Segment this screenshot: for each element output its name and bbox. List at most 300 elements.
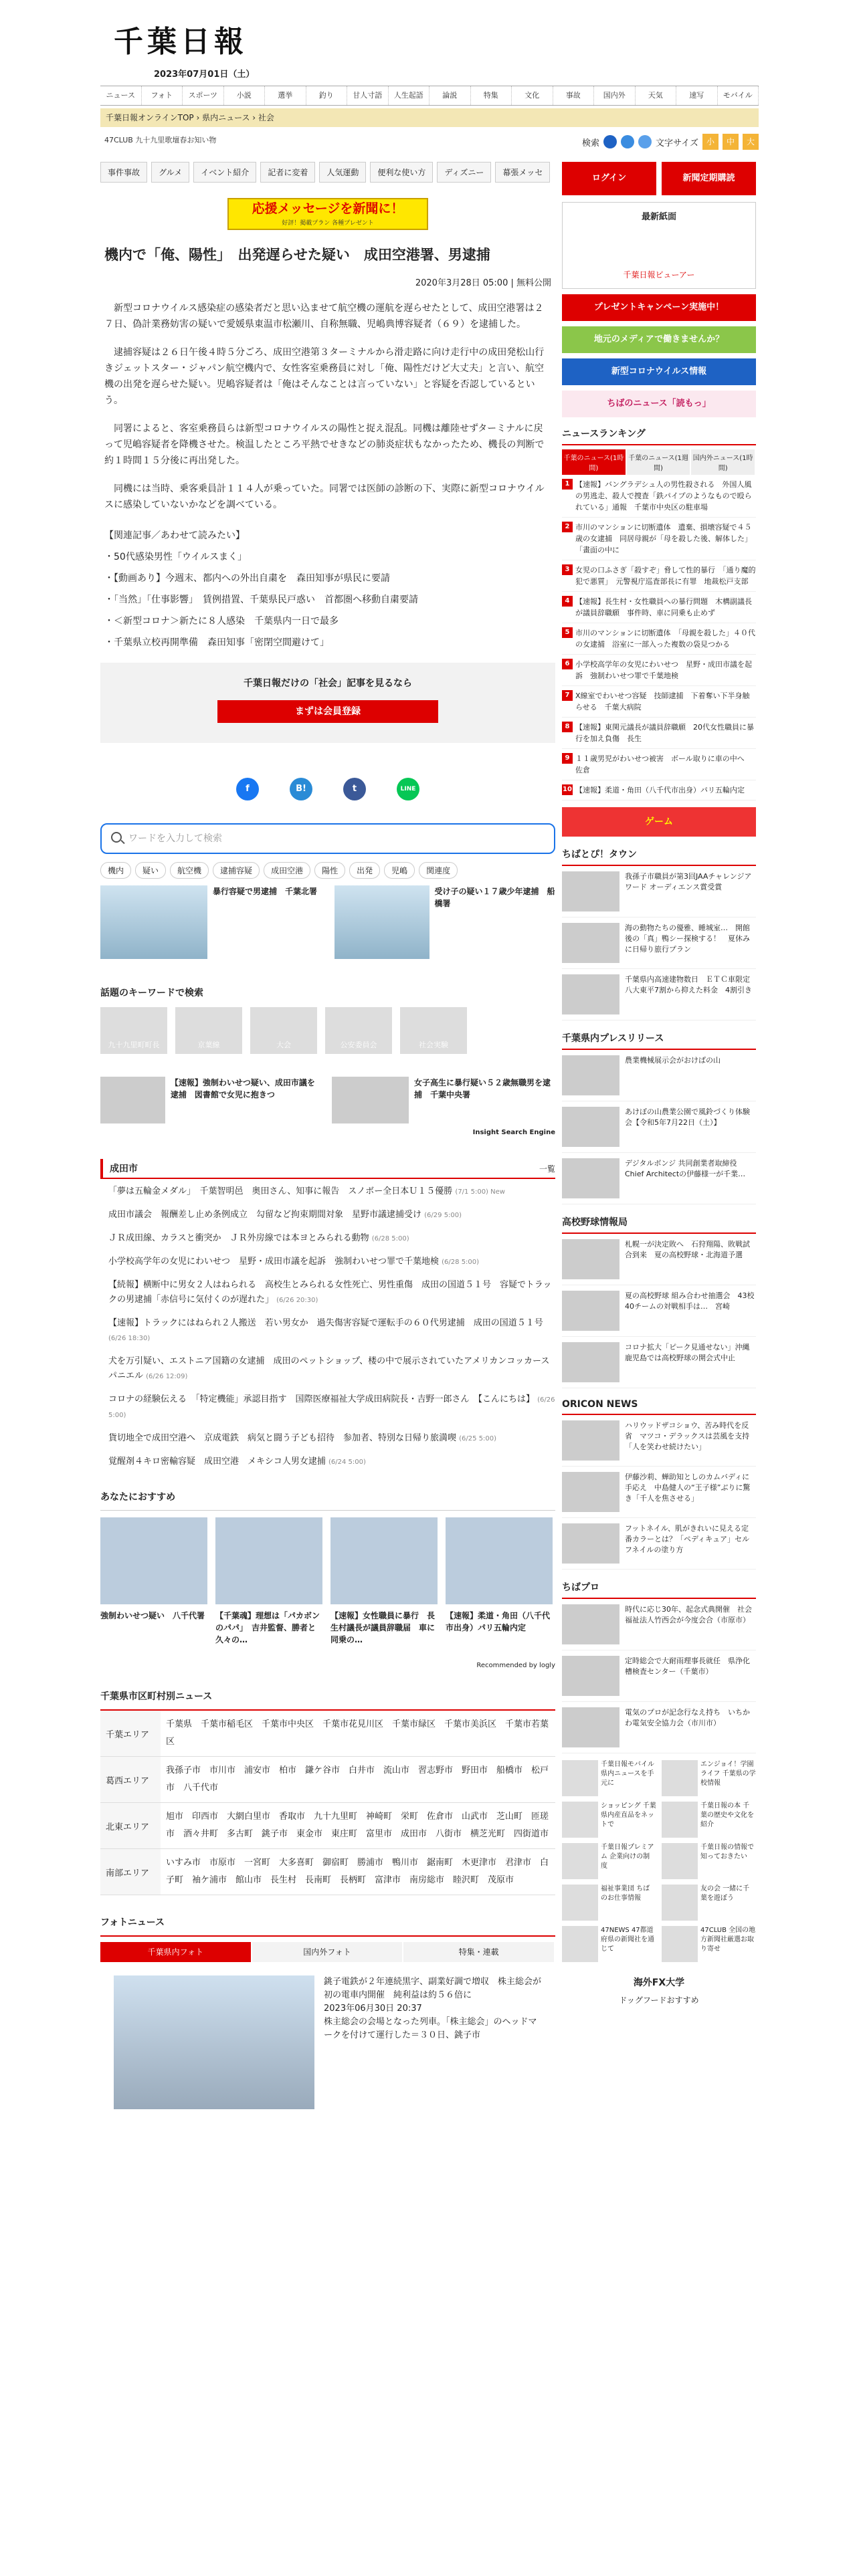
message-banner[interactable] — [227, 198, 428, 230]
global-nav — [100, 86, 759, 106]
news-date: (6/28 5:00) — [442, 1259, 480, 1266]
chibatown-list — [562, 866, 756, 1021]
news-date: (6/29 5:00) — [424, 1212, 462, 1219]
press-item[interactable] — [562, 1153, 756, 1204]
service-grid — [562, 1760, 756, 1962]
service-item[interactable] — [662, 1760, 756, 1796]
result-card[interactable] — [335, 885, 555, 959]
search-chip[interactable]: 出発 — [349, 862, 380, 879]
oricon-item[interactable] — [562, 1467, 756, 1518]
search-chip[interactable]: 逮捕容疑 — [213, 862, 260, 879]
banner-sub: 好評！掲載プラン 各種プレゼント — [282, 220, 374, 227]
service-item[interactable] — [562, 1885, 656, 1921]
news-card[interactable] — [332, 1077, 553, 1123]
reco-card[interactable] — [100, 1517, 207, 1646]
article-body — [100, 300, 555, 513]
rank-number: 2 — [562, 522, 573, 532]
service-item[interactable] — [562, 1843, 656, 1879]
news-title: 【速報】強制わいせつ疑い、成田市議を逮捕 図書館で女児に抱きつ — [170, 1078, 315, 1099]
related-link[interactable]: ・千葉県立校再開準備 森田知事「密閉空間避けて」 — [104, 637, 329, 648]
news-title: ＪＲ成田線、カラスと衝突か ＪＲ外房線では本ヨとみられる動物 — [108, 1233, 369, 1243]
photo-feature[interactable] — [100, 1975, 555, 2109]
nav-item[interactable]: 釣り — [306, 86, 348, 105]
search-chip[interactable]: 陽性 — [314, 862, 345, 879]
rank-number: 7 — [562, 690, 573, 701]
chibatown-title: ちばとぴ！タウン — [562, 847, 756, 866]
hs-image — [562, 1239, 619, 1279]
fontsize-medium-button[interactable]: 中 — [723, 134, 739, 150]
result-title: 暴行容疑で男逮捕 千葉北署 — [213, 887, 318, 896]
header-tools — [582, 131, 759, 152]
service-item[interactable] — [562, 1926, 656, 1962]
news-title: 【速報】トラックにはねられ２人搬送 若い男女か 過失傷害容疑で運転手の６０代男逮捕 成田の国道５１号 — [108, 1318, 543, 1328]
nav-item[interactable]: スポーツ — [183, 86, 224, 105]
ranking-item[interactable] — [562, 592, 756, 623]
result-image — [100, 885, 207, 959]
news-date: (6/24 5:00) — [328, 1459, 366, 1466]
nav-item[interactable]: 天気 — [636, 86, 677, 105]
tab-feature[interactable]: 特集・連載 — [403, 1942, 554, 1962]
news-date: (6/25 5:00) — [459, 1435, 497, 1442]
narita-title: 成田市 — [110, 1164, 138, 1174]
news-title: 小学校高学年の女児にわいせつ 星野・成田市議を起訴 強制わいせつ罪で千葉地検 — [108, 1257, 440, 1267]
nav-item[interactable]: 国内外 — [594, 86, 636, 105]
service-item[interactable] — [662, 1885, 756, 1921]
share-circle-icon[interactable] — [621, 135, 634, 148]
viewer-top: 最新紙面 — [641, 212, 676, 222]
region-label: 北東エリア — [100, 1803, 161, 1848]
chibatown-image — [562, 923, 619, 963]
narita-news-item[interactable] — [108, 1431, 555, 1446]
chibapro-image — [562, 1604, 619, 1644]
ranking-list — [562, 475, 756, 800]
narita-news-item[interactable] — [108, 1455, 555, 1470]
topic-tag[interactable]: ディズニー — [437, 162, 491, 183]
keyword-item[interactable] — [100, 1007, 167, 1054]
share-buttons — [100, 778, 555, 800]
ranking-text: 【速報】柔道・角田（八千代市出身）パリ五輪内定 — [575, 786, 745, 794]
subscribe-button[interactable]: 新聞定期購読 — [662, 162, 756, 195]
narita-news-item[interactable] — [108, 1316, 555, 1346]
news-date: (6/26 20:30) — [276, 1297, 318, 1304]
reco-title: あなたにおすすめ — [100, 1483, 555, 1511]
narita-news-item[interactable] — [108, 1354, 555, 1384]
region-row — [100, 1757, 555, 1803]
news-title: 成田市議会 報酬差し止め条例成立 勾留など拘束期間対象 星野市議逮捕受け — [108, 1210, 422, 1220]
tab-world-photo[interactable]: 国内外フォト — [252, 1942, 403, 1962]
reco-image — [100, 1517, 207, 1604]
chibatown-text: 海の動物たちの優雅、睡城室… 開館後の「真」鴨シー探検する！ 夏休みに日帰り旅行プラン — [625, 924, 750, 954]
reco-image — [446, 1517, 553, 1604]
line-icon[interactable]: LINE — [397, 778, 419, 800]
service-text: 友の会 一緒に千葉を遊ぼう — [700, 1885, 750, 1902]
chibapro-text: 電気のプロが記念行なえ持ち いちかわ電気安全協力会（市川市） — [625, 1708, 750, 1727]
result-title: 受け子の疑い１７歳少年逮捕 船橋署 — [434, 887, 555, 908]
narita-news-item[interactable] — [108, 1231, 555, 1247]
ranking-item[interactable] — [562, 780, 756, 800]
ranking-text: 【速報】東関元議長が議員辞職願 20代女性職員に暴行を加え負傷 長生 — [575, 723, 754, 743]
nav-item[interactable]: 論説 — [430, 86, 471, 105]
facebook-icon[interactable]: f — [236, 778, 259, 800]
topic-tag[interactable]: イベント紹介 — [193, 162, 256, 183]
region-label: 千葉エリア — [100, 1711, 161, 1756]
news-title: 【続報】横断中に男女２人はねられる 高校生とみられる女性死亡、男性重傷 成田の国道５１号 容疑でトラックの男逮捕「赤信号に気付くのが遅れた」 — [108, 1280, 552, 1305]
chibatown-item[interactable] — [562, 866, 756, 918]
region-table — [100, 1711, 555, 1895]
share-circle-icon[interactable] — [603, 135, 617, 148]
ranking-text: 市川のマンションに切断遺体 遺棄、損壊容疑で４５歳の女逮捕 同居母親が「母を殺した後、解体した」「畫面の中に — [575, 523, 752, 554]
news-title: 女子高生に暴行疑い５２歳無職男を逮捕 千葉中央署 — [414, 1078, 551, 1099]
paper-viewer[interactable] — [562, 202, 756, 289]
press-item[interactable] — [562, 1050, 756, 1101]
service-image — [662, 1885, 698, 1921]
hs-text: コロナ拡大「ピーク見通せない」沖縄 鹿児島では高校野球の開会式中止 — [625, 1343, 757, 1362]
nav-item[interactable]: フォト — [142, 86, 183, 105]
search-chip[interactable]: 児嶋 — [384, 862, 415, 879]
topic-tag[interactable]: 便利な使い方 — [370, 162, 433, 183]
service-item[interactable] — [662, 1802, 756, 1838]
press-item[interactable] — [562, 1101, 756, 1153]
press-text: あけぼの山農業公園で風鈴づくり体験会【令和5年7月22日（土）】 — [625, 1107, 750, 1127]
related-link[interactable]: ・＜新型コロナ＞新たに８人感染 千葉県内一日で最多 — [104, 616, 339, 627]
rank-number: 8 — [562, 722, 573, 732]
rank-number: 6 — [562, 659, 573, 669]
service-image — [562, 1802, 598, 1838]
topic-tag[interactable]: 記者に変着 — [260, 162, 315, 183]
news-date: (6/28 5:00) — [371, 1235, 409, 1243]
chibatown-item[interactable] — [562, 969, 756, 1021]
oricon-text: 伊藤沙莉、蝉助知としのカムバディに手応え 中島健人の“王子様”ぶりに驚き「千人を焦させる」 — [625, 1473, 751, 1503]
fontsize-label: 文字サイズ — [656, 138, 698, 148]
oricon-text: ハリウッドザコショウ、苦み時代を反省 マツコ・デラックスは芸風を支持「人を笑わせ続けたい」 — [625, 1421, 750, 1451]
ranking-text: 小学校高学年の女児にわいせつ 星野・成田市議を起訴 強制わいせつ罪で千葉地検 — [575, 660, 752, 680]
reco-title: 【速報】柔道・角田（八千代市出身）パリ五輪内定 — [446, 1611, 551, 1632]
chibatown-text: 千葉県内高速建物数日 ＥＴＣ車限定八大東平7割から抑えた料金 4割引き — [625, 975, 752, 994]
narita-news-item[interactable] — [108, 1184, 555, 1200]
narita-news-item[interactable] — [108, 1208, 555, 1223]
service-text: エンジョイ！学園ライフ 千葉県の学校情報 — [700, 1761, 756, 1787]
share-circle-icon[interactable] — [638, 135, 652, 148]
service-image — [662, 1843, 698, 1879]
ranking-tabs — [562, 449, 756, 475]
news-title: コロナの経験伝える 「特定機能」承認目指す 国際医療福祉大学成田病院長・吉野一郎さん 【こんにちは】 — [108, 1394, 535, 1404]
press-text: 農業機械展示会がおけばの山 — [625, 1056, 721, 1065]
login-button[interactable]: ログイン — [562, 162, 656, 195]
article-paragraph: 逮捕容疑は２６日午後４時５分ごろ、成田空港第３ターミナルから滑走路に向け走行中の成田発松山行きジェットスター・ジャパン航空機内で、女性客室乗務員に対し「俺、陽性だけど大丈夫」と言い、航空機の出発を遅らせた疑い。児嶋容疑者は「俺はそんなことは言っていない」と容疑を否認しているという。 — [104, 347, 545, 406]
nav-item[interactable]: 選挙 — [265, 86, 306, 105]
member-box — [100, 663, 555, 743]
topic-tags — [100, 162, 555, 183]
photo-tabs — [100, 1942, 555, 1962]
ad-title: 海外FX大学 — [633, 1977, 685, 1988]
news-title: 犬を万引疑い、エストニア国籍の女逮捕 成田のペットショップ、楼の中で展示されていたアメリカンコッカースパニエル — [108, 1356, 550, 1381]
search-chip[interactable]: 疑い — [135, 862, 166, 879]
topic-tag[interactable]: グルメ — [151, 162, 189, 183]
press-image — [562, 1158, 619, 1198]
service-text: ショッピング 千葉県内産直品をネットで — [601, 1802, 656, 1828]
chibapro-text: 定時総会で大耐雨理事長就任 県浄化槽検査センター（千葉市） — [625, 1656, 750, 1676]
search-chip[interactable]: 航空機 — [170, 862, 209, 879]
register-button[interactable]: まずは会員登録 — [217, 700, 438, 723]
tab-rank-1w[interactable]: 千葉のニュース(1週間) — [627, 449, 690, 475]
member-text: 千葉日報だけの「社会」記事を見るなら — [244, 678, 412, 689]
news-date: (6/26 18:30) — [108, 1335, 151, 1342]
notice-link[interactable]: 47CLUB 九十九里歌壇春お知い物 — [104, 136, 217, 144]
related-link: 【関連記事／あわせて読みたい】 — [104, 530, 245, 541]
nav-item[interactable]: 文化 — [512, 86, 553, 105]
chibapro-item[interactable] — [562, 1599, 756, 1650]
service-image — [562, 1760, 598, 1796]
region-row — [100, 1849, 555, 1895]
breadcrumb[interactable]: 千葉日報オンラインTOP › 県内ニュース › 社会 — [100, 108, 759, 127]
rank-number: 10 — [562, 784, 573, 795]
oricon-image — [562, 1420, 619, 1461]
result-card[interactable] — [100, 885, 321, 959]
hs-image — [562, 1291, 619, 1331]
news-image — [100, 1077, 165, 1123]
oricon-list — [562, 1415, 756, 1570]
present-banner[interactable]: プレゼントキャンペーン実施中！ — [562, 294, 756, 321]
ranking-item[interactable] — [562, 686, 756, 718]
hs-image — [562, 1342, 619, 1382]
current-date: 2023年07月01日（土） — [154, 70, 255, 80]
service-text: 千葉日報の情報で 知っておきたい — [700, 1844, 754, 1860]
photo-image — [114, 1975, 314, 2109]
search-chip[interactable]: 成田空港 — [264, 862, 310, 879]
topic-tag[interactable]: 人気運動 — [319, 162, 366, 183]
job-banner[interactable]: 地元のメディアで働きませんか？ — [562, 326, 756, 353]
chibatown-text: 我孫子市職員が第3回JAAチャレンジアワード オーディエンス賞受賞 — [625, 872, 752, 891]
service-item[interactable] — [662, 1843, 756, 1879]
reco-image — [215, 1517, 322, 1604]
press-title: 千葉県内プレスリリース — [562, 1031, 756, 1050]
rank-number: 3 — [562, 564, 573, 575]
yomo-banner[interactable]: ちばのニュース「読もっ」 — [562, 391, 756, 417]
ranking-text: １１歳男児がわいせつ被害 ボール取りに車の中へ 佐倉 — [575, 754, 752, 774]
region-title: 千葉県市区町村別ニュース — [100, 1683, 555, 1711]
ranking-title: ニュースランキング — [562, 427, 756, 445]
fontsize-small-button[interactable]: 小 — [702, 134, 719, 150]
news-title: 貨切地全で成田空港へ 京成電鉄 病気と闘う子ども招待 参加者、特別な日帰り旅満喫 — [108, 1433, 457, 1443]
region-row — [100, 1711, 555, 1757]
keyword-label: 大会 — [276, 1041, 291, 1049]
nav-item[interactable]: 速写 — [676, 86, 718, 105]
rank-number: 5 — [562, 627, 573, 638]
viewer-bottom: 千葉日報ビューアー — [623, 270, 695, 280]
news-date: (6/26 5:00) — [108, 1396, 555, 1419]
chibapro-image — [562, 1707, 619, 1747]
oricon-item[interactable] — [562, 1415, 756, 1467]
topic-tag[interactable]: 幕張メッセ — [495, 162, 550, 183]
hs-item[interactable] — [562, 1285, 756, 1337]
nav-item[interactable]: 甘人寸語 — [347, 86, 389, 105]
keyword-title: 話題のキーワードで検索 — [100, 988, 203, 998]
reco-title: 【速報】女性職員に暴行 長生村議長が議員辞職届 車に同乗の… — [330, 1611, 436, 1644]
ranking-text: 女児の口ふさぎ「殺すぞ」脅して性的暴行 「通り魔的犯で悪質」 元警視庁巡査部長に有罪 地裁松戸支部 — [575, 566, 756, 586]
reco-title: 【千葉魂】理想は「パカボンのパパ」 吉井監督、勝者と久々の… — [215, 1611, 320, 1644]
oricon-image — [562, 1523, 619, 1564]
ranking-item[interactable] — [562, 655, 756, 686]
news-date: (7/1 5:00) New — [455, 1188, 505, 1196]
ranking-item[interactable] — [562, 475, 756, 518]
service-image — [662, 1926, 698, 1962]
article-paragraph: 同機には当時、乗客乗員計１１４人が乗っていた。同署では医師の診断の下、実際に新型コロナウイルスに感染していないかなどを調べている。 — [104, 484, 545, 510]
service-image — [562, 1926, 598, 1962]
region-towns[interactable]: 我孫子市 市川市 浦安市 柏市 鎌ケ谷市 白井市 流山市 習志野市 野田市 船橋市 松戸市 八千代市 — [166, 1765, 549, 1793]
ranking-text: 【速報】長生村・女性職員への暴行問題 木構副議長が議員辞職願 事件時、車に同乗も止めず — [575, 597, 752, 617]
search-label[interactable]: 検索 — [582, 138, 600, 148]
chibapro-title: ちばプロ — [562, 1580, 756, 1599]
hs-title: 高校野球情報局 — [562, 1215, 756, 1234]
article-paragraph: 同署によると、客室乗務員らは新型コロナウイルスの陽性と捉え混乱。同機は離陸せずターミナルに戻って児嶋容疑者を降機させた。検温したところ平熱でせきなどの肺炎症状もなかったため、機長の判断で約１時間１５分後に再出発した。 — [104, 423, 545, 466]
chibatown-image — [562, 871, 619, 911]
keyword-item[interactable] — [175, 1007, 242, 1054]
keyword-list — [100, 1007, 555, 1054]
news-image — [332, 1077, 409, 1123]
reco-list — [100, 1517, 555, 1646]
keyword-label: 京葉線 — [197, 1041, 220, 1049]
main-column — [100, 194, 555, 2109]
nav-item[interactable]: ニュース — [100, 86, 142, 105]
chibapro-image — [562, 1656, 619, 1696]
chibapro-item[interactable] — [562, 1650, 756, 1702]
keyword-label: 公安委員会 — [340, 1041, 377, 1049]
ad-block[interactable] — [562, 1975, 756, 2006]
news-title: 「夢は五輪金メダル」 千葉智明邑 奥田さん、知事に報告 スノボー全日本Ｕ１５優勝 — [108, 1186, 453, 1196]
ranking-text: 【速報】バングラデシュ人の男性殺される 外国人風の男逃走、殺人で捜査「鉄パイプのようなもので殴られている」通報 千葉市中央区の駐車場 — [575, 480, 752, 512]
region-towns[interactable]: いすみ市 市原市 一宮町 大多喜町 御宿町 勝浦市 鴨川市 鋸南町 木更津市 君津市 白子町 袖ケ浦市 館山市 長生村 長南町 長柄町 富津市 南房総市 睦沢町 茂原市 — [166, 1858, 549, 1885]
service-image — [662, 1802, 698, 1838]
ranking-item[interactable] — [562, 518, 756, 560]
ranking-text: 市川のマンションに切断遺体 「母親を殺した」４０代の女逮捕 浴室に一部入った複数の袋見つかる — [575, 629, 756, 649]
ranking-item[interactable] — [562, 749, 756, 780]
narita-news-item[interactable] — [108, 1392, 555, 1423]
keyword-item[interactable] — [250, 1007, 317, 1054]
region-label: 南部エリア — [100, 1849, 161, 1895]
rank-number: 4 — [562, 596, 573, 607]
region-row — [100, 1803, 555, 1849]
chibapro-list — [562, 1599, 756, 1753]
oricon-text: フットネイル、肌がきれいに見える定番カラーとは？「ペディキュア」セルフネイルの塗り方 — [625, 1524, 750, 1554]
keyword-item[interactable] — [325, 1007, 392, 1054]
nav-item[interactable]: モバイル — [718, 86, 759, 105]
related-link[interactable]: ・50代感染男性「ウイルスまく」 — [104, 552, 247, 562]
topic-tag[interactable]: 事件事故 — [100, 162, 147, 183]
tab-local-photo[interactable]: 千葉県内フォト — [100, 1942, 251, 1962]
chibapro-item[interactable] — [562, 1702, 756, 1753]
sidebar — [562, 162, 756, 2006]
nav-item[interactable]: 人生起語 — [389, 86, 430, 105]
ranking-text: X線室でわいせつ容疑 技師逮捕 下着奪い下半身触らせる 千葉大病院 — [575, 691, 750, 712]
hs-text: 夏の高校野球 組み合わせ抽選会 43校40チームの対戦相手は… 宮崎 — [625, 1291, 755, 1311]
keyword-label: 社会実験 — [419, 1041, 448, 1049]
narita-more-link[interactable]: 一覧 — [539, 1164, 555, 1174]
banner-title: 応援メッセージを新聞に！ — [252, 201, 404, 216]
narita-news-list — [100, 1179, 555, 1470]
photo-title: フォトニュース — [100, 1909, 555, 1937]
nav-item[interactable]: 特集 — [471, 86, 512, 105]
related-links — [100, 525, 555, 653]
photo-caption: 銚子電鉄が２年連続黒字、副業好調で増収 株主総会が初の電車内開催 純利益は約５６倍に — [324, 1977, 542, 2000]
game-banner[interactable]: ゲーム — [562, 807, 756, 837]
oricon-item[interactable] — [562, 1518, 756, 1570]
chibatown-image — [562, 974, 619, 1014]
search-chips — [100, 862, 555, 879]
hs-item[interactable] — [562, 1337, 756, 1388]
chibapro-text: 時代に応じ30年、起念式典開催 社会福祉法人竹西会が今度会合（市原市） — [625, 1605, 752, 1624]
related-link[interactable]: ・「当然」「仕事影響」 賃例措置、千葉県民戸惑い 首都圏へ移動自粛要請 — [104, 595, 418, 605]
search-placeholder: ワードを入力して検索 — [128, 833, 222, 844]
search-chip[interactable]: 関連度 — [419, 862, 458, 879]
ranking-item[interactable] — [562, 718, 756, 749]
keyword-item[interactable] — [400, 1007, 467, 1054]
keyword-search-input[interactable] — [100, 823, 555, 854]
service-image — [562, 1843, 598, 1879]
search-chip[interactable]: 機内 — [100, 862, 131, 879]
hs-item[interactable] — [562, 1234, 756, 1285]
service-item[interactable] — [562, 1802, 656, 1838]
news-card[interactable] — [100, 1077, 321, 1123]
article-meta: 2020年3月28日 05:00 | 無料公開 — [415, 278, 551, 288]
reco-image — [330, 1517, 438, 1604]
twitter-icon[interactable]: t — [343, 778, 366, 800]
article-title: 機内で「俺、陽性」 出発遅らせた疑い 成田空港署、男逮捕 — [104, 247, 490, 263]
nav-item[interactable]: 小説 — [224, 86, 266, 105]
news-title: 覚醒剤４キロ密輸容疑 成田空港 メキシコ人男女逮捕 — [108, 1457, 326, 1467]
reco-card[interactable] — [215, 1517, 322, 1646]
service-text: 千葉日報プレミアム 企業向けの制度 — [601, 1844, 654, 1870]
service-text: 千葉日報モバイル 県内ニュースを手元に — [601, 1761, 654, 1787]
press-image — [562, 1107, 619, 1147]
hatena-icon[interactable]: B! — [290, 778, 312, 800]
region-towns[interactable]: 千葉県 千葉市稲毛区 千葉市中央区 千葉市花見川区 千葉市緑区 千葉市美浜区 千葉市若葉区 — [166, 1719, 549, 1747]
hs-list — [562, 1234, 756, 1388]
service-item[interactable] — [662, 1926, 756, 1962]
covid-banner[interactable]: 新型コロナウイルス情報 — [562, 358, 756, 385]
result-image — [335, 885, 430, 959]
oricon-image — [562, 1472, 619, 1512]
tab-rank-1h[interactable]: 千葉のニュース(1時間) — [562, 449, 626, 475]
region-towns[interactable]: 旭市 印西市 大網白里市 香取市 九十九里町 神崎町 栄町 佐倉市 山武市 芝山町 匝瑳市 酒々井町 多古町 銚子市 東金市 東庄町 富里市 成田市 八街市 横芝光町 四街道市 — [166, 1812, 549, 1839]
nav-item[interactable]: 事故 — [553, 86, 595, 105]
search-results — [100, 885, 555, 959]
reco-card[interactable] — [446, 1517, 553, 1646]
hs-text: 札幌一が決定敗へ 石狩翔陽、敗戦試合到来 夏の高校野球・北海道予選 — [625, 1240, 750, 1259]
ranking-item[interactable] — [562, 560, 756, 592]
article-paragraph: 新型コロナウイルス感染症の感染者だと思い込ませて航空機の運航を遅らせたとして、成田空港署は２７日、偽計業務妨害の疑いで愛媛県東温市松瀬川、自称無職、児嶋典博容疑者（６９）を逮捕した。 — [104, 303, 544, 330]
news-pair — [100, 1077, 555, 1123]
fontsize-large-button[interactable]: 大 — [743, 134, 759, 150]
related-link[interactable]: ・【動画あり】今週末、都内への外出自粛を 森田知事が県民に要請 — [104, 573, 390, 584]
ranking-item[interactable] — [562, 623, 756, 655]
service-image — [662, 1760, 698, 1796]
narita-news-item[interactable] — [108, 1278, 555, 1308]
service-image — [562, 1885, 598, 1921]
recommended-by: Recommended by logly — [476, 1662, 555, 1669]
site-logo[interactable]: 千葉日報 — [114, 25, 248, 59]
press-list — [562, 1050, 756, 1204]
press-image — [562, 1055, 619, 1095]
service-item[interactable] — [562, 1760, 656, 1796]
photo-date: 2023年06月30日 20:37 — [324, 2004, 422, 2014]
tab-rank-world[interactable]: 国内外ニュース(1時間) — [691, 449, 755, 475]
service-text: 47CLUB 全国の地方新聞社厳選お取り寄せ — [700, 1927, 756, 1953]
narita-news-item[interactable] — [108, 1255, 555, 1270]
search-icon — [111, 832, 122, 843]
reco-card[interactable] — [330, 1517, 438, 1646]
chibatown-item[interactable] — [562, 918, 756, 969]
service-text: 福祉事業団 ちばのお仕事情報 — [601, 1885, 650, 1902]
